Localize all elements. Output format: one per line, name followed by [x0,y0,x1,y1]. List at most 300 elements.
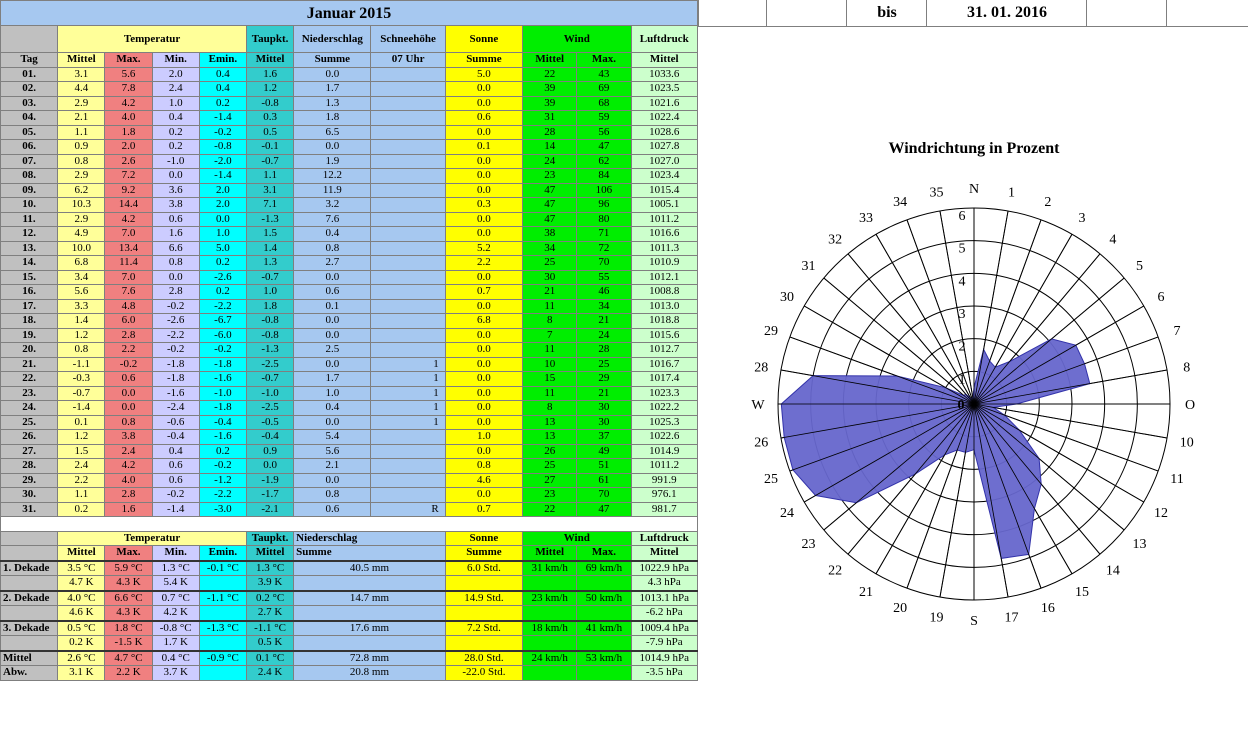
summary-cell: 50 km/h [577,591,631,606]
summary-cell: 4.7 K [58,576,105,591]
table-cell: 2.2 [105,343,152,358]
summary-cell [523,636,577,651]
summary-mittel-subheader: Mittel [58,546,105,561]
table-cell: 59 [577,111,631,126]
summary-niederschlag-header: Niederschlag [294,531,446,546]
table-cell: 0.5 [246,125,293,140]
direction-label: S [970,614,978,629]
table-cell: -1.9 [246,473,293,488]
summary-cell: -22.0 Std. [445,666,522,681]
table-cell: 1.0 [445,430,522,445]
table-row [1,67,698,82]
table-cell: 0.0 [445,401,522,416]
table-cell: 3.2 [294,198,371,213]
table-cell: 11 [523,299,577,314]
table-cell: 55 [577,270,631,285]
summary-cell: 3.5 °C [58,561,105,576]
table-cell: 11 [523,343,577,358]
table-cell: 1025.3 [631,415,697,430]
direction-label: 20 [893,600,908,616]
table-cell: 6.6 [152,241,199,256]
summary-niederschlag-summe-subheader: Summe [294,546,446,561]
table-cell: -0.2 [199,125,246,140]
table-cell: 1.6 [246,67,293,82]
table-cell: -0.4 [152,430,199,445]
table-cell: -0.8 [246,328,293,343]
table-row [1,372,698,387]
table-cell: 1011.3 [631,241,697,256]
summary-cell: 31 km/h [523,561,577,576]
table-cell: 1023.3 [631,386,697,401]
table-cell: 2.4 [58,459,105,474]
table-cell: 14 [523,140,577,155]
table-cell: 1016.7 [631,357,697,372]
summary-cell: -3.5 hPa [631,666,697,681]
table-row [1,343,698,358]
table-cell: 70 [577,488,631,503]
day-label: 13. [1,241,58,256]
table-cell: 3.3 [58,299,105,314]
summary-row [1,621,698,636]
table-cell: 106 [577,183,631,198]
table-cell: 0.8 [58,154,105,169]
summary-cell: 17.6 mm [294,621,446,636]
summary-cell: 28.0 Std. [445,651,522,666]
table-cell: 0.0 [445,183,522,198]
summary-cell: 1.3 °C [246,561,293,576]
table-cell: 1014.9 [631,444,697,459]
table-cell: 34 [523,241,577,256]
schneehoehe-header: Schneehöhe [371,26,445,53]
table-cell [371,67,445,82]
direction-label: 32 [828,232,843,248]
table-cell: 1 [371,415,445,430]
table-cell: -0.2 [199,459,246,474]
table-cell: 39 [523,96,577,111]
table-cell: 2.0 [199,183,246,198]
summary-cell: 14.7 mm [294,591,446,606]
table-cell: -1.3 [246,343,293,358]
direction-label: 15 [1075,585,1089,601]
direction-label: 8 [1183,360,1191,376]
table-cell: 991.9 [631,473,697,488]
table-cell: 6.5 [294,125,371,140]
table-cell: 4.2 [105,459,152,474]
table-cell: -2.6 [199,270,246,285]
table-row [1,473,698,488]
table-cell: 1 [371,401,445,416]
day-label: 04. [1,111,58,126]
table-cell: -0.6 [152,415,199,430]
table-cell: 5.6 [58,285,105,300]
table-cell: 1022.6 [631,430,697,445]
table-cell: 1.8 [294,111,371,126]
day-label: 30. [1,488,58,503]
table-cell: 0.0 [294,415,371,430]
table-cell: -0.7 [246,372,293,387]
table-cell: 0.0 [294,357,371,372]
summary-cell: 4.2 K [152,606,199,621]
table-cell: 80 [577,212,631,227]
table-cell: -1.4 [199,169,246,184]
summary-cell: 1013.1 hPa [631,591,697,606]
table-cell: 39 [523,82,577,97]
table-cell [371,241,445,256]
table-cell: 0.0 [445,270,522,285]
summary-cell: -6.2 hPa [631,606,697,621]
luftdruck-header: Luftdruck [631,26,697,53]
day-label: 16. [1,285,58,300]
table-cell: 0.0 [445,415,522,430]
table-cell: 0.0 [445,227,522,242]
day-label: 20. [1,343,58,358]
direction-label: 19 [929,610,944,626]
table-cell: -1.7 [246,488,293,503]
summary-cell: 2.2 K [105,666,152,681]
table-cell: 1.6 [105,502,152,517]
summary-luftdruck-mittel-subheader: Mittel [631,546,697,561]
table-cell [371,256,445,271]
table-cell: 6.0 [105,314,152,329]
table-cell: 28 [523,125,577,140]
niederschlag-header: Niederschlag [294,26,371,53]
table-row [1,154,698,169]
table-cell: 11.4 [105,256,152,271]
table-cell: 13 [523,415,577,430]
table-cell: 13 [523,430,577,445]
day-label: 28. [1,459,58,474]
table-cell: -0.2 [152,299,199,314]
table-cell: 1.2 [58,328,105,343]
table-cell: 0.8 [445,459,522,474]
table-cell: 0.0 [246,459,293,474]
table-cell: 1023.4 [631,169,697,184]
table-cell: 0.0 [294,270,371,285]
table-cell: 0.0 [105,386,152,401]
summary-row-label-empty [1,576,58,591]
table-row [1,357,698,372]
table-cell: 0.0 [445,372,522,387]
summary-cell [577,576,631,591]
table-cell: 7.2 [105,169,152,184]
table-cell: 10.3 [58,198,105,213]
table-cell: 47 [523,183,577,198]
direction-label: 21 [859,585,873,601]
table-row [1,444,698,459]
table-cell: 7.6 [105,285,152,300]
table-cell: 62 [577,154,631,169]
table-cell: 0.0 [294,67,371,82]
day-label: 18. [1,314,58,329]
direction-label: 5 [1135,259,1143,275]
table-row [1,488,698,503]
table-cell: 1.7 [294,372,371,387]
table-cell: 0.4 [294,227,371,242]
table-cell: 0.0 [445,488,522,503]
table-cell: -1.0 [199,386,246,401]
summary-row [1,636,698,651]
table-cell: 0.1 [445,140,522,155]
summary-cell: 1014.9 hPa [631,651,697,666]
table-cell: 0.3 [445,198,522,213]
table-cell: -2.1 [246,502,293,517]
wind-header: Wind [523,26,631,53]
table-cell: -6.0 [199,328,246,343]
table-cell: 56 [577,125,631,140]
summary-max-subheader: Max. [105,546,152,561]
table-cell: 0.0 [445,343,522,358]
table-cell: -1.4 [58,401,105,416]
table-cell: 96 [577,198,631,213]
table-cell: 46 [577,285,631,300]
table-cell: -2.0 [199,154,246,169]
day-label: 23. [1,386,58,401]
center-label: 0 [957,398,965,413]
table-cell: 26 [523,444,577,459]
luftdruck-mittel-subheader: Mittel [631,53,697,68]
table-cell: 0.2 [199,285,246,300]
table-cell: 2.2 [58,473,105,488]
summary-cell: 1.3 °C [152,561,199,576]
table-cell: 3.4 [58,270,105,285]
table-cell: -1.6 [152,386,199,401]
direction-label: N [968,182,980,197]
summary-cell: 1.7 K [152,636,199,651]
table-cell: 0.8 [58,343,105,358]
day-label: 15. [1,270,58,285]
mittel-subheader: Mittel [58,53,105,68]
table-cell: 0.6 [445,111,522,126]
summary-cell: 5.9 °C [105,561,152,576]
day-label: 02. [1,82,58,97]
summary-cell: -0.1 °C [199,561,246,576]
table-cell: 0.2 [199,96,246,111]
table-cell: 9.2 [105,183,152,198]
direction-label: 3 [1078,210,1086,226]
table-row [1,459,698,474]
table-cell: 0.0 [294,314,371,329]
table-cell: -2.2 [199,299,246,314]
table-cell: 4.4 [58,82,105,97]
day-label: 25. [1,415,58,430]
wind-rose-panel [698,0,1248,742]
table-cell: 0.0 [445,386,522,401]
summary-cell: 6.6 °C [105,591,152,606]
table-cell: -1.0 [152,154,199,169]
summary-cell: 53 km/h [577,651,631,666]
table-cell: 4.6 [445,473,522,488]
table-cell: 61 [577,473,631,488]
table-cell: 22 [523,502,577,517]
table-cell: 1.3 [246,256,293,271]
table-row [1,96,698,111]
page-title: Januar 2015 [1,1,698,26]
direction-label: 22 [828,563,843,579]
table-cell: -1.8 [152,357,199,372]
summary-cell [199,606,246,621]
summary-row [1,666,698,681]
table-cell: 2.0 [105,140,152,155]
day-label: 22. [1,372,58,387]
table-cell: 0.2 [152,125,199,140]
summary-cell [294,606,446,621]
table-cell: 0.4 [152,444,199,459]
table-cell: -1.0 [246,386,293,401]
day-label: 01. [1,67,58,82]
summary-cell [445,576,522,591]
table-cell: 11 [523,386,577,401]
table-cell: 47 [523,212,577,227]
day-label: 14. [1,256,58,271]
summary-cell: 5.4 K [152,576,199,591]
summary-cell: 1.8 °C [105,621,152,636]
day-label: 21. [1,357,58,372]
table-cell: 1011.2 [631,459,697,474]
direction-label: 31 [801,259,816,275]
table-cell: 0.1 [58,415,105,430]
table-cell: -1.4 [199,111,246,126]
summary-cell: 69 km/h [577,561,631,576]
day-label: 24. [1,401,58,416]
table-cell: 22 [523,67,577,82]
table-row [1,256,698,271]
summary-cell: 4.3 K [105,606,152,621]
summary-cell: -0.9 °C [199,651,246,666]
summary-cell: 0.1 °C [246,651,293,666]
niederschlag-summe-subheader: Summe [294,53,371,68]
table-cell: 981.7 [631,502,697,517]
day-label: 10. [1,198,58,213]
summary-cell [577,666,631,681]
table-cell: 5.4 [294,430,371,445]
table-cell: 2.9 [58,96,105,111]
wind-max-subheader: Max. [577,53,631,68]
table-cell: -6.7 [199,314,246,329]
summary-cell [199,636,246,651]
table-cell: 14.4 [105,198,152,213]
direction-label: 26 [754,435,769,451]
summary-wind-header: Wind [523,531,631,546]
day-label: 08. [1,169,58,184]
table-cell: 38 [523,227,577,242]
table-cell: 2.2 [445,256,522,271]
summary-cell: -0.8 °C [152,621,199,636]
table-cell: 1 [371,357,445,372]
table-cell: 6.8 [58,256,105,271]
ring-label: 5 [958,241,966,257]
schneehoehe-07-subheader: 07 Uhr [371,53,445,68]
table-cell: 2.0 [199,198,246,213]
table-cell: 5.6 [105,67,152,82]
table-cell: 43 [577,67,631,82]
summary-luftdruck-header: Luftdruck [631,531,697,546]
table-cell: 21 [577,386,631,401]
summary-row-label: Abw. [1,666,58,681]
table-cell: 1027.8 [631,140,697,155]
summary-cell: 3.9 K [246,576,293,591]
summary-temperatur-header: Temperatur [58,531,247,546]
summary-cell: -1.3 °C [199,621,246,636]
table-cell: 2.9 [58,169,105,184]
table-cell: 0.2 [199,256,246,271]
table-cell: 0.0 [445,96,522,111]
table-cell: -2.2 [199,488,246,503]
table-cell: 1.1 [246,169,293,184]
table-cell: -2.6 [152,314,199,329]
day-label: 29. [1,473,58,488]
table-cell: 1.3 [294,96,371,111]
wind-mittel-subheader: Mittel [523,53,577,68]
table-cell: 4.2 [105,212,152,227]
table-cell: 0.0 [294,473,371,488]
min-subheader: Min. [152,53,199,68]
table-row [1,285,698,300]
table-cell: -0.1 [246,140,293,155]
table-cell: 0.0 [445,444,522,459]
table-cell: -2.5 [246,357,293,372]
table-cell: 1.9 [294,154,371,169]
emin-subheader: Emin. [199,53,246,68]
summary-cell: 72.8 mm [294,651,446,666]
summary-taupkt-mittel-subheader: Mittel [246,546,293,561]
table-cell: 2.8 [152,285,199,300]
summary-sonne-summe-subheader: Summe [445,546,522,561]
table-cell: -0.7 [246,270,293,285]
table-cell: 3.1 [246,183,293,198]
chart-title: Windrichtung in Prozent [888,140,1060,157]
summary-cell: 2.7 K [246,606,293,621]
table-cell: 0.0 [152,169,199,184]
table-cell: 1022.2 [631,401,697,416]
summary-row-label-empty [1,606,58,621]
table-row [1,227,698,242]
table-cell: 1.8 [105,125,152,140]
summary-taupkt-header: Taupkt. [246,531,293,546]
table-row [1,212,698,227]
table-cell: 21 [523,285,577,300]
summary-row [1,576,698,591]
table-cell: 37 [577,430,631,445]
summary-cell [294,576,446,591]
direction-label: 14 [1105,563,1120,579]
table-cell [371,270,445,285]
table-cell [371,169,445,184]
table-cell [371,140,445,155]
table-cell [371,212,445,227]
table-cell: -0.8 [199,140,246,155]
table-cell: 8 [523,314,577,329]
day-label: 09. [1,183,58,198]
table-row [1,169,698,184]
table-cell: 10 [523,357,577,372]
table-cell: 0.0 [199,212,246,227]
table-cell: 0.2 [152,140,199,155]
table-cell: 3.1 [58,67,105,82]
summary-cell: 3.7 K [152,666,199,681]
taupkt-header: Taupkt. [246,26,293,53]
table-cell: 1022.4 [631,111,697,126]
table-cell: 24 [577,328,631,343]
table-cell: 23 [523,488,577,503]
table-cell [371,444,445,459]
table-cell [371,154,445,169]
summary-row [1,561,698,576]
table-cell: 0.8 [294,241,371,256]
table-cell: 1005.1 [631,198,697,213]
table-cell: 1012.1 [631,270,697,285]
table-cell: -0.3 [58,372,105,387]
table-cell [371,488,445,503]
